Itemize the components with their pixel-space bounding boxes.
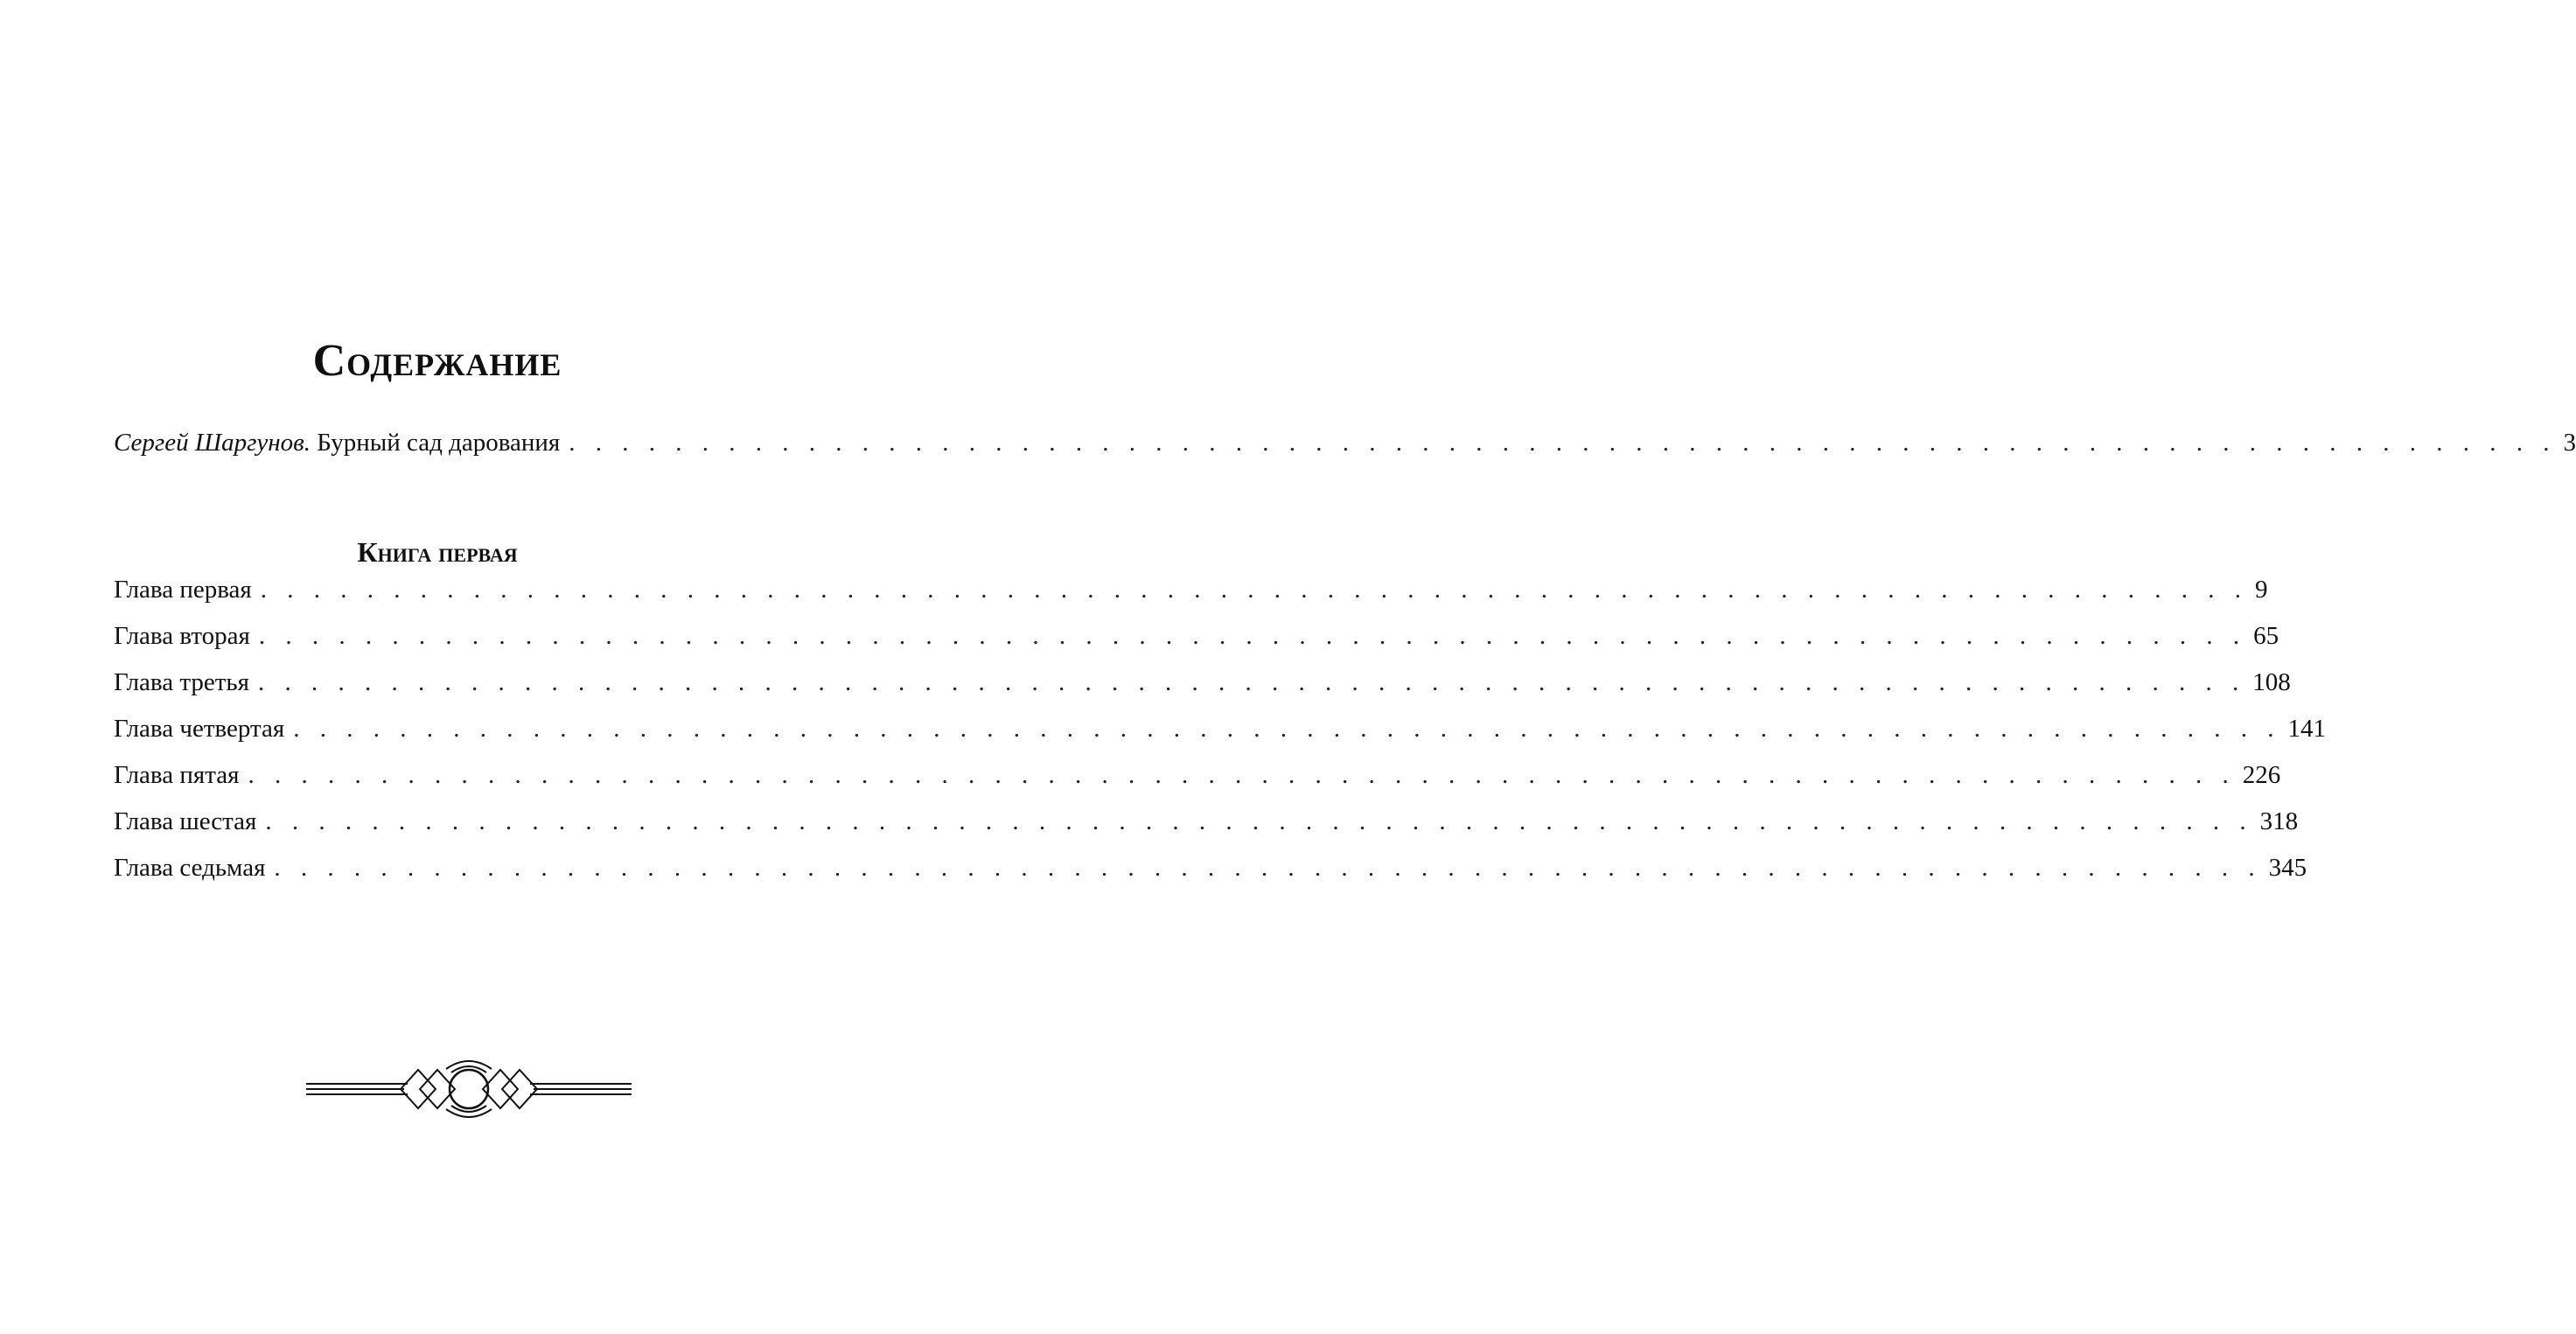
intro-page-number: 3 bbox=[2563, 429, 2576, 457]
dot-leader: . . . . . . . . . . . . . . . . . . . . . . . . . . . . . . . . . . . . . . . . . . . . . . . . . . . . . . . . . . . . . . . . . . . . . . . . . . . bbox=[274, 854, 2262, 882]
art-deco-divider-icon bbox=[306, 1051, 632, 1128]
dot-leader: . . . . . . . . . . . . . . . . . . . . . . . . . . . . . . . . . . . . . . . . . . . . . . . . . . . . . . . . . . . . . . . . . . . . . . . . . . . bbox=[569, 429, 2557, 457]
toc-entry-chapter-4 bbox=[114, 715, 2326, 743]
book-heading: Книга первая bbox=[357, 535, 518, 568]
chapter-page-number: 345 bbox=[2268, 854, 2307, 882]
toc-entry-chapter-1 bbox=[114, 576, 2268, 604]
dot-leader: . . . . . . . . . . . . . . . . . . . . . . . . . . . . . . . . . . . . . . . . . . . . . . . . . . . . . . . . . . . . . . . . . . . . . . . . . . . bbox=[260, 576, 2249, 604]
toc-entry-chapter-2 bbox=[114, 622, 2279, 650]
chapter-title: Глава седьмая bbox=[114, 854, 266, 882]
chapter-title: Глава третья bbox=[114, 668, 249, 696]
chapter-page-number: 9 bbox=[2255, 576, 2268, 604]
chapter-title: Глава шестая bbox=[114, 807, 257, 835]
toc-entry-chapter-7 bbox=[114, 854, 2307, 882]
dot-leader: . . . . . . . . . . . . . . . . . . . . . . . . . . . . . . . . . . . . . . . . . . . . . . . . . . . . . . . . . . . . . . . . . . . . . . . . . . . bbox=[258, 668, 2246, 696]
chapter-title: Глава пятая bbox=[114, 761, 240, 789]
toc-entry-chapter-5 bbox=[114, 761, 2281, 789]
chapter-page-number: 108 bbox=[2252, 668, 2291, 696]
dot-leader: . . . . . . . . . . . . . . . . . . . . . . . . . . . . . . . . . . . . . . . . . . . . . . . . . . . . . . . . . . . . . . . . . . . . . . . . . . . bbox=[258, 622, 2247, 650]
chapter-page-number: 141 bbox=[2287, 715, 2326, 743]
intro-author: Сергей Шаргунов. bbox=[114, 429, 311, 457]
dot-leader: . . . . . . . . . . . . . . . . . . . . . . . . . . . . . . . . . . . . . . . . . . . . . . . . . . . . . . . . . . . . . . . . . . . . . . . . . . . bbox=[293, 715, 2281, 743]
chapter-page-number: 65 bbox=[2253, 622, 2279, 650]
chapter-page-number: 226 bbox=[2242, 761, 2281, 789]
page-title: Содержание bbox=[312, 335, 562, 386]
toc-entry-intro bbox=[114, 429, 2576, 457]
chapter-title: Глава вторая bbox=[114, 622, 250, 650]
intro-title: Бурный сад дарования bbox=[317, 429, 561, 457]
toc-entry-chapter-6 bbox=[114, 807, 2299, 835]
dot-leader: . . . . . . . . . . . . . . . . . . . . . . . . . . . . . . . . . . . . . . . . . . . . . . . . . . . . . . . . . . . . . . . . . . . . . . . . . . . bbox=[248, 761, 2236, 789]
dot-leader: . . . . . . . . . . . . . . . . . . . . . . . . . . . . . . . . . . . . . . . . . . . . . . . . . . . . . . . . . . . . . . . . . . . . . . . . . . . bbox=[265, 807, 2253, 835]
chapter-title: Глава четвертая bbox=[114, 715, 285, 743]
toc-entry-chapter-3 bbox=[114, 668, 2291, 696]
chapter-page-number: 318 bbox=[2259, 807, 2299, 835]
chapter-title: Глава первая bbox=[114, 576, 252, 604]
